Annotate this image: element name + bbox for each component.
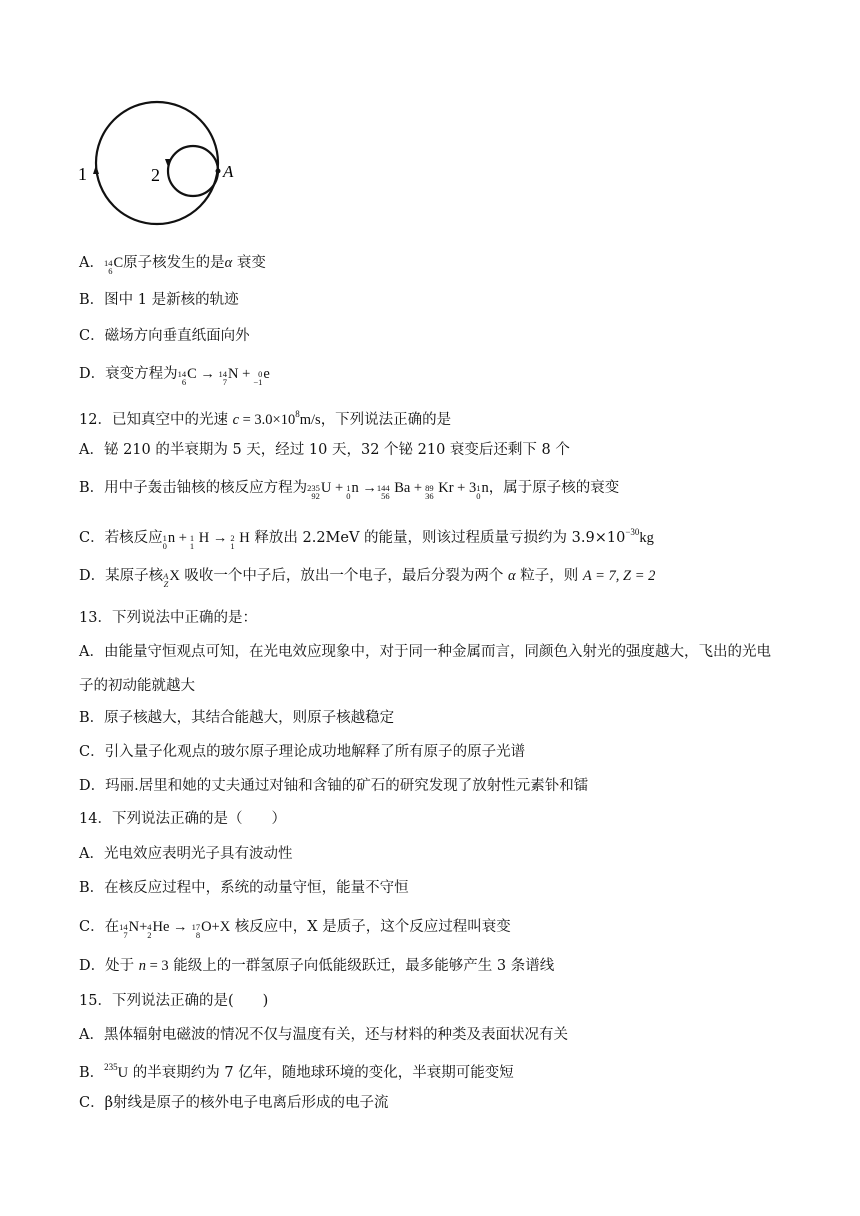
q14-option-a: A．光电效应表明光子具有波动性	[79, 846, 293, 862]
q15-option-b: B．$^{235}$U 的半衰期约为 7 亿年，随地球环境的变化，半衰期可能变短	[79, 1062, 514, 1081]
q14-option-b: B．在核反应过程中，系统的动量守恒，能量不守恒	[79, 880, 409, 896]
large-circle-trajectory	[96, 102, 218, 224]
carbon-14-nuclide: 14 6 C	[103, 255, 124, 276]
q12-option-c: C．若核反应 1 0 n + 1 1 H → 2 1 H 释放出 2.2MeV 的能量，则该过程质量亏损约为 $3.9\times 10^{-30}kg$	[79, 527, 654, 551]
q13-stem: 13．下列说法中正确的是：	[79, 610, 257, 626]
q12-option-d: D．某原子核 A Z X 吸收一个中子后，放出一个电子，最后分裂为两个 α 粒子，则 A = 7, Z = 2	[79, 568, 656, 589]
small-circle-trajectory	[168, 146, 218, 196]
q15-stem: 15．下列说法正确的是( )	[79, 993, 269, 1009]
label-a: A	[223, 162, 234, 181]
arrow-up-icon	[93, 165, 99, 174]
q13-option-d: D．玛丽.居里和她的丈夫通过对铀和含铀的矿石的研究发现了放射性元素钋和镭	[79, 778, 589, 794]
q12-option-b: B．用中子轰击铀核的核反应方程为 235 92 U + 1 0 n → 144 56 Ba + 89 36 Kr + 3 1 0 n，属于原子核的衰变	[79, 480, 620, 501]
q13-option-c: C．引入量子化观点的玻尔原子理论成功地解释了所有原子的原子光谱	[79, 744, 526, 760]
label-1: 1	[78, 164, 87, 184]
trajectory-figure	[72, 95, 262, 235]
q13-option-b: B．原子核越大，其结合能越大，则原子核越稳定	[79, 710, 395, 726]
q11-option-d: D．衰变方程为 14 6 C → 14 7 N + 0 −1 e	[79, 366, 270, 387]
q12-option-a: A．铋 210 的半衰期为 5 天，经过 10 天，32 个铋 210 衰变后还剩下 8 个	[79, 442, 570, 458]
q14-option-c: C．在 14 7 N+ 4 2 He → 17 8 O+X 核反应中，X 是质子，这个反应过程叫衰变	[79, 919, 511, 940]
q11-option-a: A． 14 6 C原子核发生的是α 衰变	[79, 252, 266, 275]
q12-stem: 12．已知真空中的光速 $c = 3.0\times 10^8m/s$，下列说法正确的是	[79, 409, 452, 428]
point-a-dot	[216, 169, 221, 174]
label-2: 2	[151, 165, 160, 185]
q14-stem: 14．下列说法正确的是（ ）	[79, 811, 286, 827]
q15-option-a: A．黑体辐射电磁波的情况不仅与温度有关，还与材料的种类及表面状况有关	[79, 1027, 568, 1043]
q11-option-c: C．磁场方向垂直纸面向外	[79, 328, 250, 344]
circles-diagram	[72, 95, 262, 235]
q13-option-a: A．由能量守恒观点可知，在光电效应现象中，对于同一种金属而言，同颜色入射光的强度越大，飞出的光电子的初动能就越大	[79, 644, 771, 694]
q15-option-c: C．β射线是原子的核外电子电离后形成的电子流	[79, 1095, 389, 1111]
q11-option-b: B．图中 1 是新核的轨迹	[79, 292, 239, 308]
q14-option-d: D．处于 n = 3 能级上的一群氢原子向低能级跃迁，最多能够产生 3 条谱线	[79, 958, 555, 974]
option-prefix: A．	[79, 255, 104, 271]
